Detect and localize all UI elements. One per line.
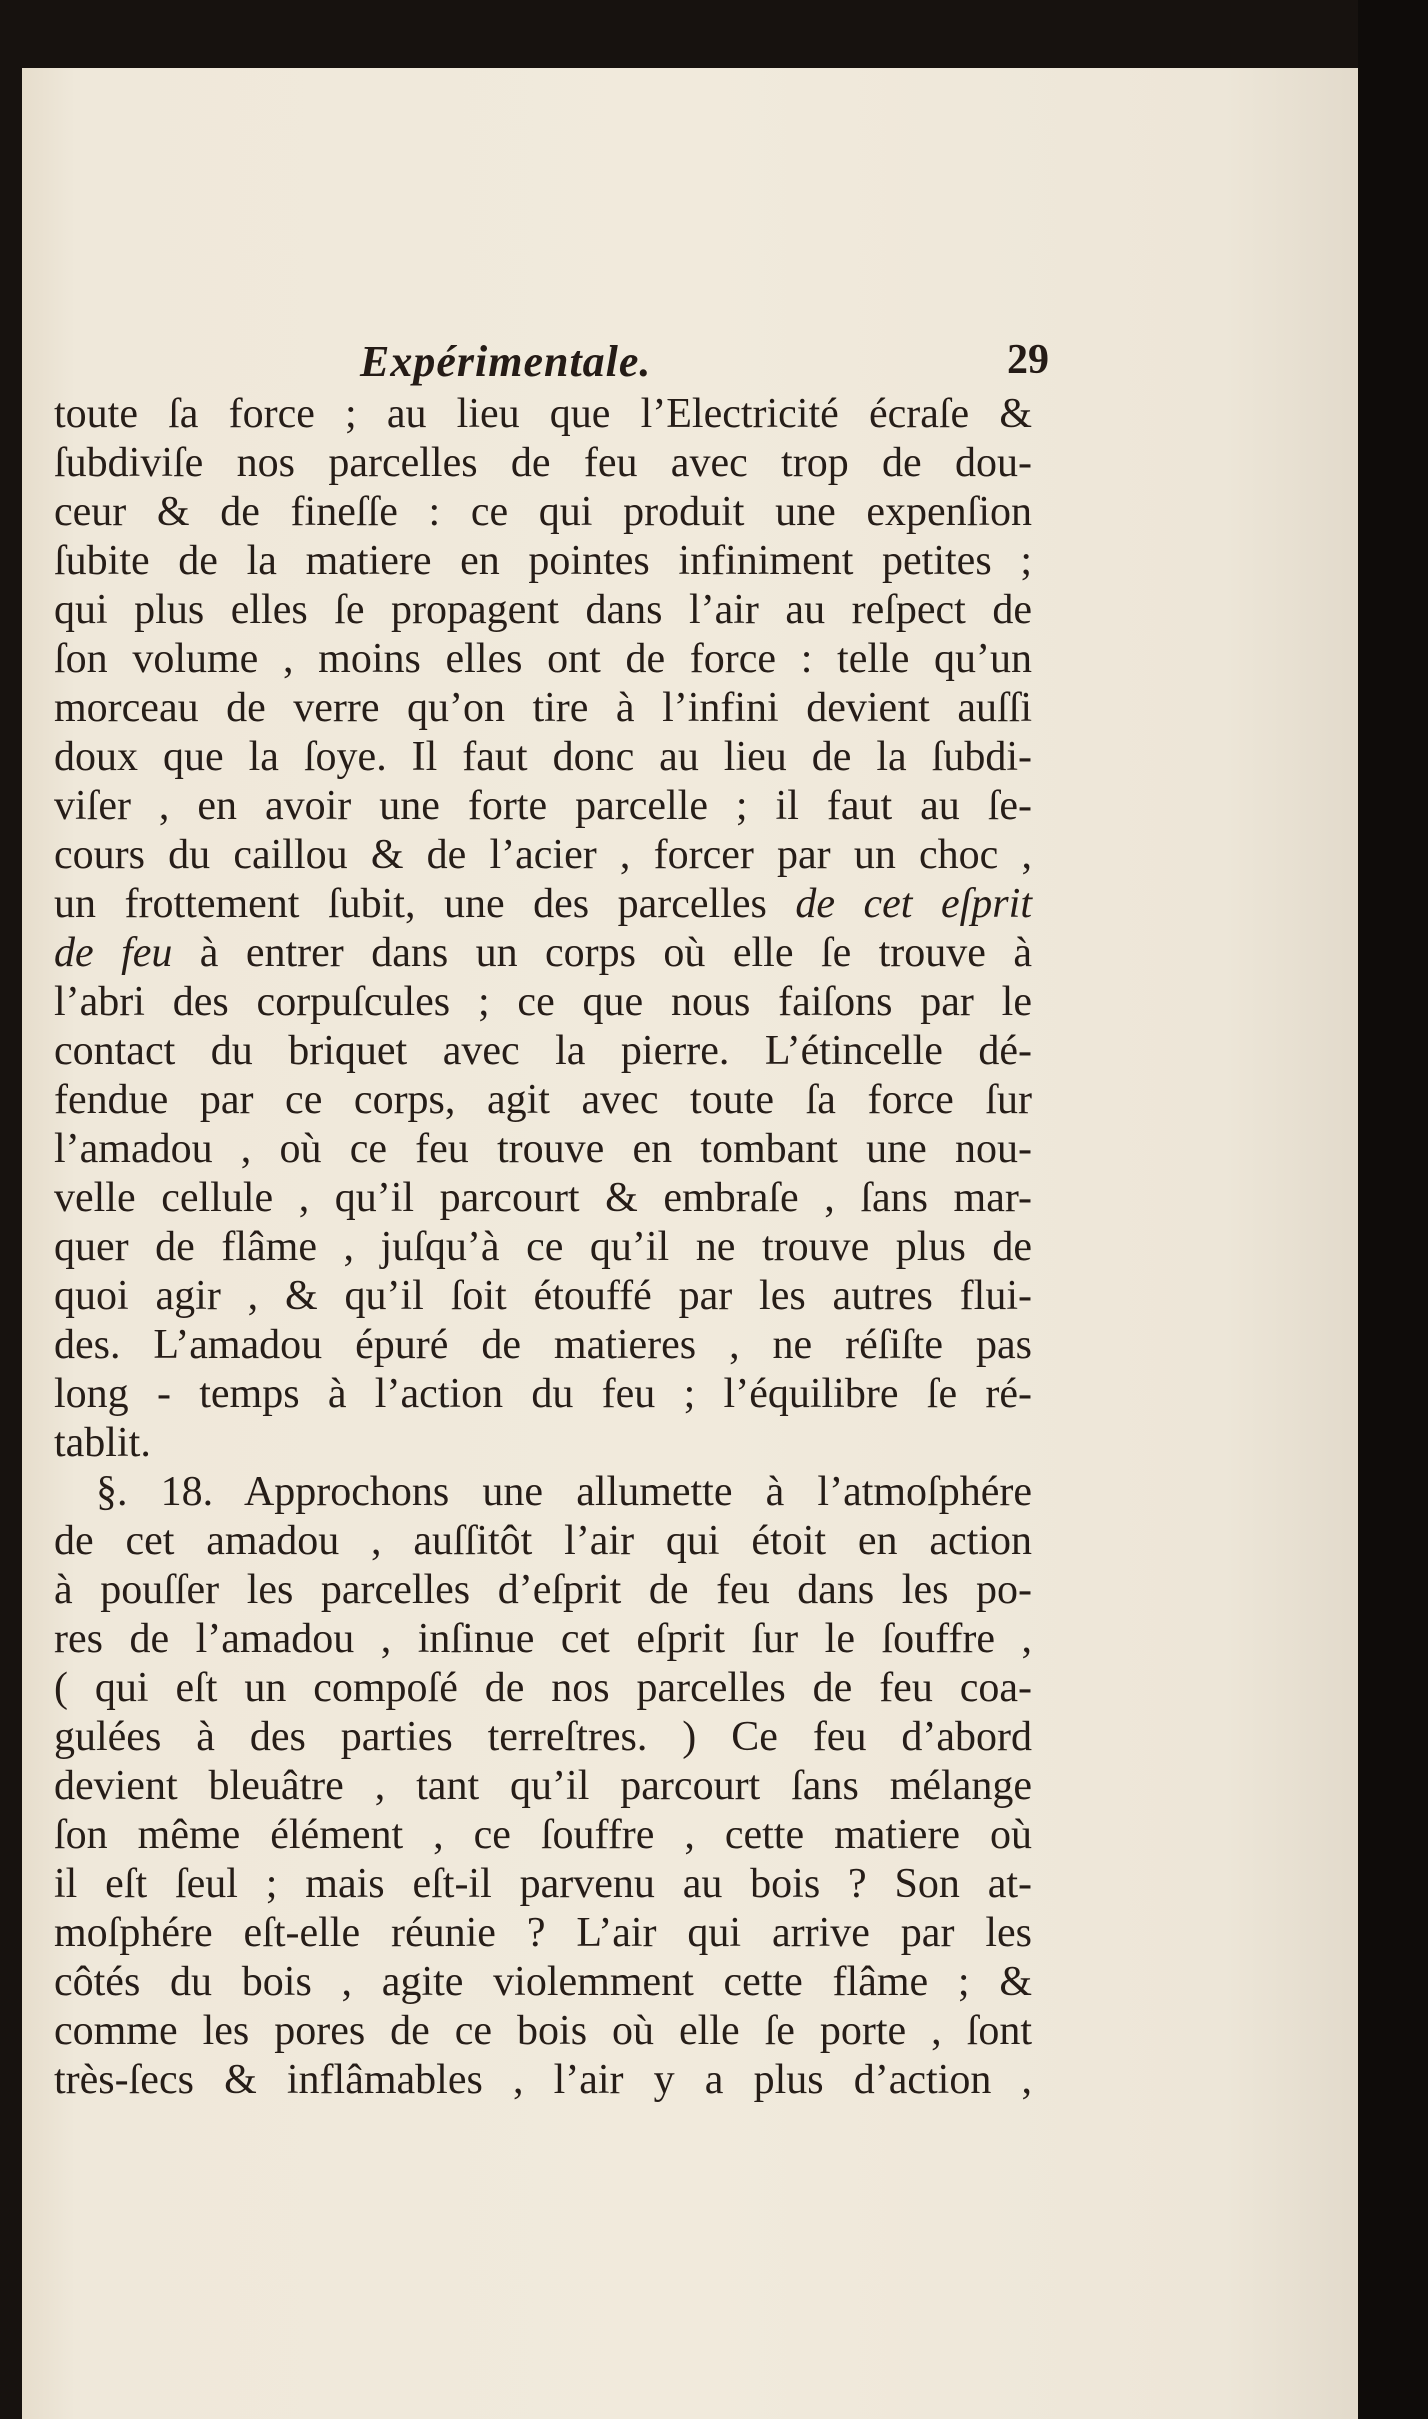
text-line bbox=[54, 1027, 1032, 1076]
text-line bbox=[54, 586, 1032, 635]
text-segment: à pouſſer les parcelles d’eſprit de feu dans les po- bbox=[54, 1567, 1032, 1613]
italic-text: de feu bbox=[54, 930, 173, 976]
text-segment: ceur & de fineſſe : ce qui produit une expenſion bbox=[54, 489, 1032, 535]
text-line bbox=[54, 1272, 1032, 1321]
text-segment: fendue par ce corps, agit avec toute ſa force ſur bbox=[54, 1077, 1032, 1123]
text-line bbox=[54, 1811, 1032, 1860]
text-segment: morceau de verre qu’on tire à l’infini devient auſſi bbox=[54, 685, 1032, 731]
body-text bbox=[54, 390, 1032, 2105]
text-line bbox=[54, 1223, 1032, 1272]
text-line bbox=[54, 1860, 1032, 1909]
text-segment: des. L’amadou épuré de matieres , ne réſiſte pas bbox=[54, 1322, 1032, 1368]
text-segment: qui plus elles ſe propagent dans l’air au reſpect de bbox=[54, 587, 1032, 633]
text-line bbox=[54, 390, 1032, 439]
text-line bbox=[54, 1713, 1032, 1762]
text-line bbox=[54, 2056, 1032, 2105]
text-line bbox=[54, 1125, 1032, 1174]
text-segment: ( qui eſt un compoſé de nos parcelles de feu coa- bbox=[54, 1665, 1032, 1711]
text-segment: contact du briquet avec la pierre. L’étincelle dé- bbox=[54, 1028, 1032, 1074]
text-line bbox=[54, 2007, 1032, 2056]
text-line bbox=[54, 1615, 1032, 1664]
text-line bbox=[54, 439, 1032, 488]
text-line bbox=[54, 1566, 1032, 1615]
text-segment: doux que la ſoye. Il faut donc au lieu de la ſubdi- bbox=[54, 734, 1032, 780]
text-segment: ſon même élément , ce ſouffre , cette matiere où bbox=[54, 1812, 1032, 1858]
text-segment: un frottement ſubit, une des parcelles bbox=[54, 881, 796, 927]
text-segment: il eſt ſeul ; mais eſt-il parvenu au bois ? Son at- bbox=[54, 1861, 1032, 1907]
text-line bbox=[54, 1321, 1032, 1370]
text-line bbox=[54, 831, 1032, 880]
text-segment: de cet amadou , auſſitôt l’air qui étoit en action bbox=[54, 1518, 1032, 1564]
text-segment: res de l’amadou , inſinue cet eſprit ſur le ſouffre , bbox=[54, 1616, 1032, 1662]
text-segment: velle cellule , qu’il parcourt & embraſe , ſans mar- bbox=[54, 1175, 1032, 1221]
text-segment: quer de flâme , juſqu’à ce qu’il ne trouve plus de bbox=[54, 1224, 1032, 1270]
scan-background-edge bbox=[1358, 0, 1428, 2419]
text-segment: côtés du bois , agite violemment cette flâme ; & bbox=[54, 1959, 1032, 2005]
page-number: 29 bbox=[1007, 337, 1049, 383]
text-line bbox=[54, 1762, 1032, 1811]
text-line bbox=[54, 635, 1032, 684]
text-segment: comme les pores de ce bois où elle ſe porte , ſont bbox=[54, 2008, 1032, 2054]
book-page bbox=[22, 68, 1358, 2419]
paragraph-start-line bbox=[54, 1468, 1032, 1517]
text-line bbox=[54, 1909, 1032, 1958]
text-segment: très-ſecs & inflâmables , l’air y a plus d’action , bbox=[54, 2057, 1032, 2103]
text-line bbox=[54, 1370, 1032, 1419]
text-line bbox=[54, 1517, 1032, 1566]
page-header bbox=[22, 336, 1358, 386]
text-line bbox=[54, 978, 1032, 1027]
text-segment: cours du caillou & de l’acier , forcer par un choc , bbox=[54, 832, 1032, 878]
text-segment: tablit. bbox=[54, 1420, 151, 1466]
text-segment: §. 18. Approchons une allumette à l’atmoſphére bbox=[96, 1469, 1032, 1515]
text-segment: viſer , en avoir une forte parcelle ; il faut au ſe- bbox=[54, 783, 1032, 829]
text-line bbox=[54, 782, 1032, 831]
text-line bbox=[54, 929, 1032, 978]
text-segment: l’abri des corpuſcules ; ce que nous faiſons par le bbox=[54, 979, 1032, 1025]
text-segment: gulées à des parties terreſtres. ) Ce feu d’abord bbox=[54, 1714, 1032, 1760]
text-segment: ſubite de la matiere en pointes infiniment petites ; bbox=[54, 538, 1032, 584]
text-segment: ſubdiviſe nos parcelles de feu avec trop de dou- bbox=[54, 440, 1032, 486]
text-line bbox=[54, 488, 1032, 537]
text-line bbox=[54, 537, 1032, 586]
text-segment: à entrer dans un corps où elle ſe trouve à bbox=[172, 930, 1032, 976]
text-line bbox=[54, 1174, 1032, 1223]
text-segment: devient bleuâtre , tant qu’il parcourt ſans mélange bbox=[54, 1763, 1032, 1809]
text-line bbox=[54, 1076, 1032, 1125]
text-segment: moſphére eſt-elle réunie ? L’air qui arrive par les bbox=[54, 1910, 1032, 1956]
text-line bbox=[54, 1419, 1032, 1468]
text-line bbox=[54, 1958, 1032, 2007]
text-line bbox=[54, 684, 1032, 733]
text-segment: ſon volume , moins elles ont de force : telle qu’un bbox=[54, 636, 1032, 682]
text-segment: toute ſa force ; au lieu que l’Electricité écraſe & bbox=[54, 391, 1032, 437]
italic-text: de cet eſprit bbox=[795, 881, 1032, 927]
text-segment: quoi agir , & qu’il ſoit étouffé par les autres flui- bbox=[54, 1273, 1032, 1319]
text-line bbox=[54, 880, 1032, 929]
text-segment: l’amadou , où ce feu trouve en tombant une nou- bbox=[54, 1126, 1032, 1172]
text-line bbox=[54, 1664, 1032, 1713]
text-segment: long - temps à l’action du feu ; l’équilibre ſe ré- bbox=[54, 1371, 1032, 1417]
text-line bbox=[54, 733, 1032, 782]
running-title: Expérimentale. bbox=[360, 337, 652, 386]
